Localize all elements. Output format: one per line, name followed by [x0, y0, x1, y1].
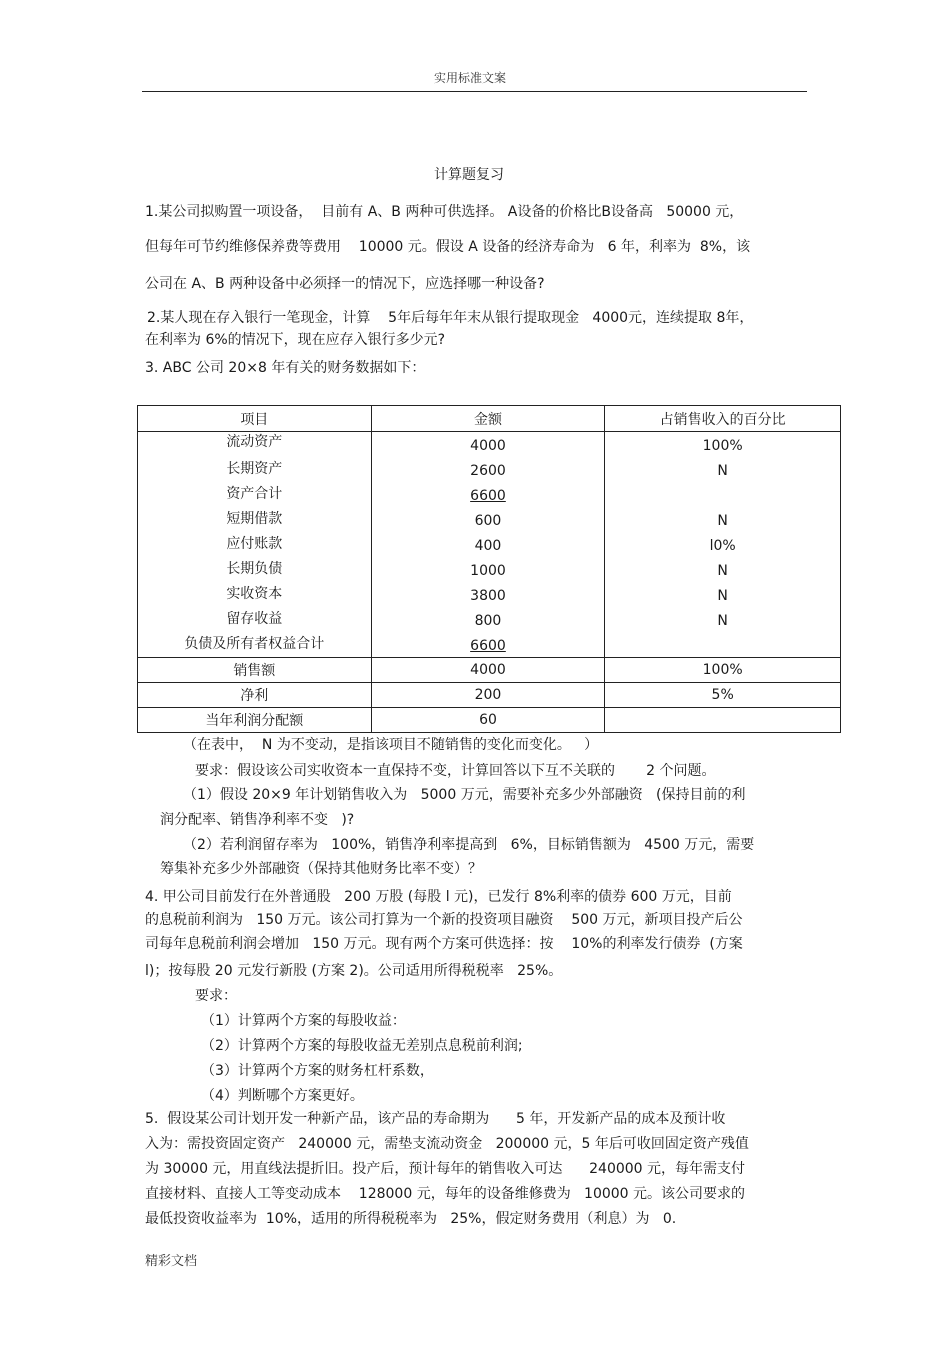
- q1-line-3: 公司在 A、B 两种设备中必须择一的情况下，应选择哪一种设备?: [145, 276, 545, 292]
- table-cell-item: 应付账款: [226, 536, 283, 552]
- q4-line-3: 司每年息税前利润会增加 150 万元。现有两个方案可供选择：按 10%的利率发行债券 (方案: [145, 936, 743, 952]
- table-cell-item: 负债及所有者权益合计: [184, 636, 325, 652]
- balance-sheet-block: [138, 432, 841, 658]
- q2-line-1: 2.某人现在存入银行一笔现金，计算 5年后每年年末从银行提取现金 4000元，连续提取 8年，: [147, 310, 754, 326]
- q5-line-4: 直接材料、直接人工等变动成本 128000 元，每年的设备维修费为 10000 元。该公司要求的: [145, 1186, 746, 1202]
- table-header-row: [138, 406, 841, 432]
- table-cell-percent: 5%: [605, 683, 841, 708]
- q5-line-5: 最低投资收益率为 10%，适用的所得税税率为 25%，假定财务费用（利息）为 0.: [145, 1211, 677, 1227]
- table-cell-amount: 4000: [470, 438, 506, 454]
- table-cell-amount-wrap: [372, 482, 605, 507]
- table-cell-percent: [605, 632, 840, 657]
- q4-line-4: l)；按每股 20 元发行新股 (方案 2)。公司适用所得税税率 25%。: [145, 963, 563, 979]
- q4-item-4: （4）判断哪个方案更好。: [201, 1088, 364, 1104]
- table-cell-percent: N: [717, 513, 728, 529]
- q4-item-3: （3）计算两个方案的财务杠杆系数，: [201, 1063, 434, 1079]
- table-cell-percent: [605, 482, 840, 507]
- table-cell-percent: [605, 708, 841, 733]
- q3-sub1-line-2: 润分配率、销售净利率不变 )?: [160, 812, 355, 828]
- q3-requirement: 要求：假设该公司实收资本一直保持不变，计算回答以下互不关联的 2 个问题。: [195, 763, 716, 779]
- q3-table-note: （在表中， N 为不变动，是指该项目不随销售的变化而变化。 ）: [183, 737, 599, 753]
- document-title: 计算题复习: [434, 167, 504, 183]
- q4-line-2: 的息税前利润为 150 万元。该公司打算为一个新的投资项目融资 500 万元，新项目投产后公: [145, 912, 743, 928]
- table-cell-item: 长期资产: [226, 461, 283, 477]
- table-cell-item: 留存收益: [226, 611, 283, 627]
- table-cell-percent: l0%: [709, 538, 736, 554]
- table-cell-amount: 3800: [470, 588, 506, 604]
- table-row-net-profit: [138, 683, 841, 708]
- balance-percents: [605, 432, 841, 658]
- q4-requirement: 要求：: [195, 988, 237, 1004]
- table-cell-amount: 60: [371, 708, 605, 733]
- q4-line-1: 4. 甲公司目前发行在外普通股 200 万股 (每股 l 元)，已发行 8%利率的债券 600 万元，目前: [145, 889, 732, 905]
- table-cell-amount: 1000: [470, 563, 506, 579]
- q5-line-3: 为 30000 元，用直线法提折旧。投产后，预计每年的销售收入可达 240000 元，每年需支付: [145, 1161, 746, 1177]
- table-row-distribution: [138, 708, 841, 733]
- table-cell-amount: 2600: [470, 463, 506, 479]
- q2-line-2: 在利率为 6%的情况下，现在应存入银行多少元?: [145, 332, 446, 348]
- table-cell-item: 资产合计: [226, 486, 283, 502]
- financial-data-table: [137, 405, 841, 733]
- table-row-sales: [138, 658, 841, 683]
- table-cell-item: 实收资本: [226, 586, 283, 602]
- q5-line-1: 5. 假设某公司计划开发一种新产品，该产品的寿命期为 5 年，开发新产品的成本及预计收: [145, 1111, 726, 1127]
- table-cell-amount-wrap: [372, 632, 605, 657]
- table-cell-percent: N: [717, 463, 728, 479]
- table-cell-percent: N: [717, 563, 728, 579]
- table-cell-amount: 400: [474, 538, 502, 554]
- q1-line-2: 但每年可节约维修保养费等费用 10000 元。假设 A 设备的经济寿命为 6 年，利率为 8%，该: [145, 239, 751, 255]
- balance-items: [138, 432, 372, 658]
- q3-sub2-line-1: （2）若利润留存率为 100%，销售净利率提高到 6%，目标销售额为 4500 万元，需要: [183, 837, 755, 853]
- table-cell-percent: 100%: [702, 438, 743, 454]
- table-cell-percent: N: [717, 588, 728, 604]
- table-cell-percent: 100%: [605, 658, 841, 683]
- table-cell-amount: 800: [474, 613, 502, 629]
- table-cell-item: 当年利润分配额: [138, 708, 372, 733]
- q3-sub2-line-2: 筹集补充多少外部融资（保持其他财务比率不变）？: [160, 861, 482, 877]
- q3-sub1-line-1: （1）假设 20×9 年计划销售收入为 5000 万元，需要补充多少外部融资 (保持目前的利: [183, 787, 746, 803]
- table-cell-amount: 600: [474, 513, 502, 529]
- page-footer-label: 精彩文档: [145, 1254, 198, 1269]
- table-cell-amount: 200: [371, 683, 605, 708]
- table-cell-item: 净利: [138, 683, 372, 708]
- page-header-title: 实用标准文案: [434, 71, 507, 85]
- table-cell-item: 长期负债: [226, 561, 283, 577]
- table-cell-amount: 6600: [470, 488, 506, 504]
- header-divider: [142, 91, 807, 92]
- table-cell-amount: 4000: [371, 658, 605, 683]
- table-cell-percent: N: [717, 613, 728, 629]
- q5-line-2: 入为：需投资固定资产 240000 元，需垫支流动资金 200000 元，5 年后可收回固定资产残值: [145, 1136, 749, 1152]
- table-cell-amount: 6600: [470, 638, 506, 654]
- table-cell-item: 销售额: [138, 658, 372, 683]
- table-cell-item: 短期借款: [226, 511, 283, 527]
- q3-intro: 3. ABC 公司 20×8 年有关的财务数据如下：: [145, 360, 426, 376]
- header-percent: 占销售收入的百分比: [605, 406, 841, 432]
- table-cell-item: 流动资产: [226, 434, 283, 450]
- q4-item-1: （1）计算两个方案的每股收益：: [201, 1013, 406, 1029]
- q1-line-1: 1.某公司拟购置一项设备， 目前有 A、B 两种可供选择。 A设备的价格比B设备高 50000 元，: [145, 204, 744, 220]
- q4-item-2: （2）计算两个方案的每股收益无差别点息税前利润;: [201, 1038, 523, 1054]
- header-item: 项目: [138, 406, 372, 432]
- balance-amounts: [371, 432, 605, 658]
- header-amount: 金额: [371, 406, 605, 432]
